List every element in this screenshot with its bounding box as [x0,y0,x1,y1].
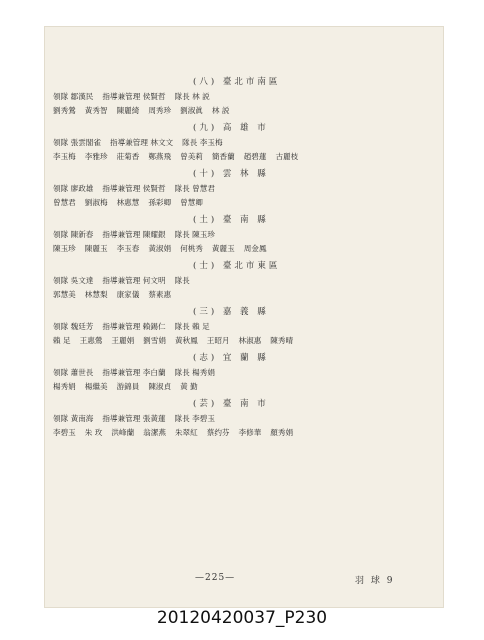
running-title: 羽 球 9 [355,576,395,586]
staff-line [53,229,224,240]
player-name: 李玉春 [116,244,140,253]
coach-manager: 指導兼管理 陳耀銀 [102,230,166,239]
player-name: 簡香蘭 [211,152,235,161]
player-name: 周秀珍 [148,106,172,115]
players-line [53,335,302,346]
team-leader: 領隊 廖政雄 [53,184,94,193]
player-name: 曾慧卿 [180,198,203,207]
coach-manager: 指導兼管理 何文明 [102,276,166,285]
section-heading: (三) 嘉 義 縣 [193,307,269,317]
player-name: 曾美莉 [180,152,203,161]
captain: 隊長 楊秀娟 [174,368,215,377]
section-heading: (八) 臺北市南區 [193,77,281,87]
players-line [53,105,239,116]
player-name: 曾慧君 [53,198,76,207]
player-name: 劉雪娟 [143,336,166,345]
player-name: 何桃秀 [180,244,203,253]
players-line [53,427,302,438]
player-name: 洪峰蘭 [111,428,135,437]
staff-line [53,413,224,424]
player-name: 黃秀智 [84,106,108,115]
coach-manager: 指導兼管理 侯賢哲 [102,184,166,193]
player-name: 王昭月 [206,336,230,345]
staff-line [53,367,224,378]
staff-line [53,137,232,148]
player-name: 李修華 [238,428,262,437]
player-name: 楊繼美 [84,382,108,391]
player-name: 朱翠紅 [174,428,198,437]
team-leader: 領隊 吳文達 [53,276,94,285]
player-name: 陳秀晴 [270,336,294,345]
document-page [44,26,444,608]
team-leader: 領隊 鄒漢民 [53,92,94,101]
coach-manager: 指導兼管理 侯賢哲 [102,92,166,101]
player-name: 王麗娟 [111,336,135,345]
player-name: 林惠慧 [116,198,140,207]
player-name: 康家儀 [116,290,140,299]
team-leader: 領隊 陳新春 [53,230,94,239]
player-name: 黃秋鳳 [174,336,198,345]
captain: 隊長 李碧玉 [174,414,215,423]
players-line [53,151,307,162]
players-line [53,289,180,300]
player-name: 林慧梨 [84,290,108,299]
captain: 隊長 林 説 [174,92,210,101]
team-leader: 領隊 張雲閣雀 [53,138,101,147]
captain: 隊長 [174,276,190,285]
captain: 隊長 陳玉珍 [174,230,215,239]
section-heading: (士) 臺北市東區 [193,261,281,271]
player-name: 郭慧美 [53,290,76,299]
players-line [53,243,275,254]
player-name: 林淑惠 [238,336,262,345]
player-name: 劉淑梅 [84,198,108,207]
team-leader: 領隊 蕭世長 [53,368,94,377]
section-heading: (志) 宜 蘭 縣 [193,353,269,363]
player-name: 王惠鶯 [79,336,103,345]
section-heading: (土) 臺 南 縣 [193,215,269,225]
player-name: 陳玉珍 [53,244,76,253]
player-name: 游錦員 [116,382,140,391]
player-name: 陳麗綺 [116,106,140,115]
coach-manager: 指導兼管理 李白蘭 [102,368,166,377]
player-name: 顏秀娟 [270,428,294,437]
player-name: 楊秀娟 [53,382,76,391]
captain: 隊長 李玉梅 [182,138,223,147]
player-name: 賴 足 [53,336,71,345]
coach-manager: 指導兼管理 張黃蓮 [102,414,166,423]
player-name: 李碧玉 [53,428,76,437]
staff-line [53,275,199,286]
staff-line [53,183,224,194]
player-name: 蔡约芬 [206,428,230,437]
player-name: 林 説 [211,106,230,115]
staff-line [53,91,219,102]
player-name: 劉秀鶯 [53,106,76,115]
player-name: 趙碧蓮 [243,152,267,161]
player-name: 翁潔燕 [143,428,166,437]
player-name: 鄭燕飛 [148,152,172,161]
player-name: 李玉梅 [53,152,76,161]
team-leader: 領隊 魏廷芳 [53,322,94,331]
section-heading: (十) 雲 林 縣 [193,169,269,179]
player-name: 李雅珍 [84,152,108,161]
player-name: 古麗枝 [275,152,299,161]
team-leader: 領隊 黃南海 [53,414,94,423]
player-name: 孫彩卿 [148,198,172,207]
player-name: 周金鳳 [243,244,267,253]
captain: 隊長 曾慧君 [174,184,215,193]
player-name: 黃麗玉 [211,244,235,253]
players-line [53,381,207,392]
section-heading: (芸) 臺 南 市 [193,399,269,409]
player-name: 陳麗玉 [84,244,108,253]
page-number: —225— [195,573,236,583]
staff-line [53,321,219,332]
section-heading: (九) 高 雄 市 [193,123,269,133]
coach-manager: 指導兼管理 賴錫仁 [102,322,166,331]
player-name: 黃 勤 [180,382,198,391]
player-name: 黃淑娟 [148,244,172,253]
player-name: 莊菊香 [116,152,140,161]
captain: 隊長 賴 足 [174,322,210,331]
coach-manager: 指導兼管理 林文文 [109,138,174,147]
player-name: 陳淑貞 [148,382,172,391]
players-line [53,197,212,208]
player-name: 劉淑眞 [180,106,203,115]
player-name: 朱 玫 [84,428,103,437]
archive-id-caption: 20120420037_P230 [156,608,328,628]
player-name: 蔡素惠 [148,290,172,299]
